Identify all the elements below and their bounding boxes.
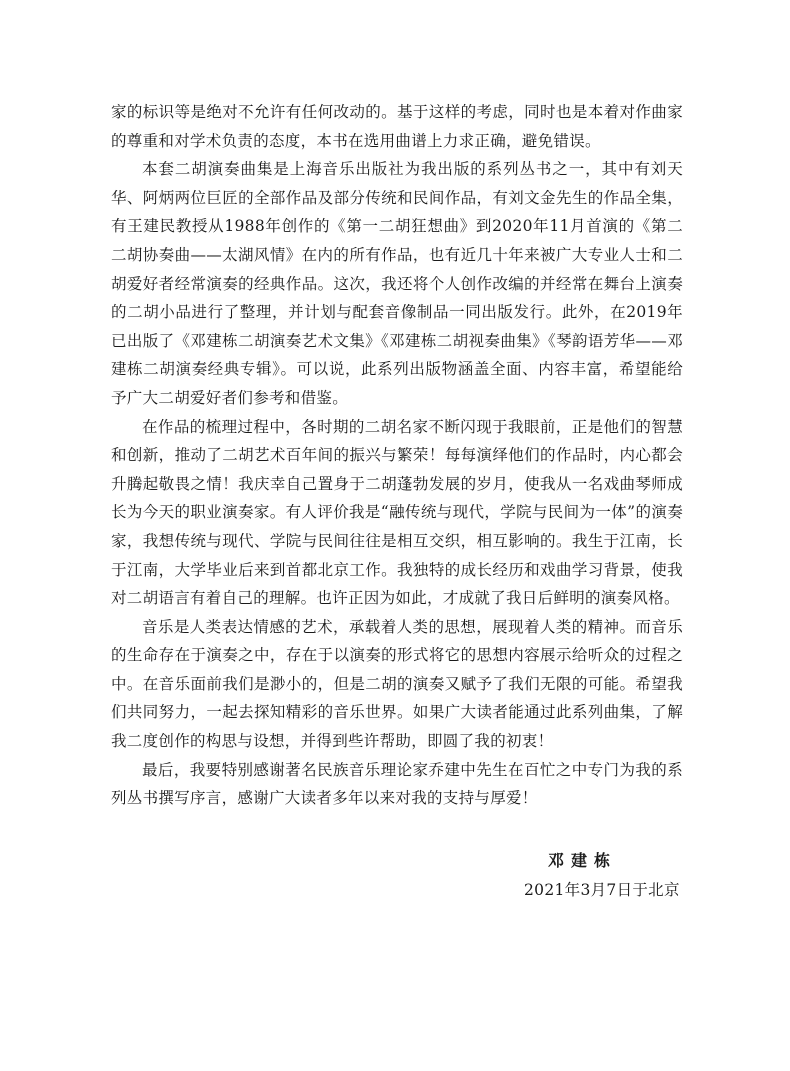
paragraph-continuation: 家的标识等是绝对不允许有任何改动的。基于这样的考虑，同时也是本着对作曲家的尊重和对学术负责的态度，本书在选用曲谱上力求正确，避免错误。	[111, 103, 683, 150]
paragraph-series-intro: 本套二胡演奏曲集是上海音乐出版社为我出版的系列丛书之一，其中有刘天华、阿炳两位巨匠的全部作品及部分传统和民间作品，有刘文金先生的作品全集，有王建民教授从1988年创作的《第一二胡狂想曲》到2020年11月首演的《第二二胡协奏曲——太湖风情》在内的所有作品，也有近几十年来被广大专业人士和二胡爱好者经常演奏的经典作品。这次，我还将个人创作改编的并经常在舞台上演奏的二胡小品进行了整理，并计划与配套音像制品一同出版发行。此外，在2019年已出版了《邓建栋二胡演奏艺术文集》《邓建栋二胡视奏曲集》《琴韵语芳华——邓建栋二胡演奏经典专辑》。可以说，此系列出版物涵盖全面、内容丰富，希望能给予广大二胡爱好者们参考和借鉴。	[111, 160, 683, 407]
paragraph-music-meaning: 音乐是人类表达情感的艺术，承载着人类的思想，展现着人类的精神。而音乐的生命存在于演奏之中，存在于以演奏的形式将它的思想内容展示给听众的过程之中。在音乐面前我们是渺小的，但是二胡的演奏又赋予了我们无限的可能。希望我们共同努力，一起去探知精彩的音乐世界。如果广大读者能通过此系列曲集，了解我二度创作的构思与设想，并得到些许帮助，即圆了我的初衷！	[111, 617, 683, 751]
paragraph-acknowledgement: 最后，我要特别感谢著名民族音乐理论家乔建中先生在百忙之中专门为我的系列丛书撰写序言，感谢广大读者多年以来对我的支持与厚爱！	[111, 760, 683, 808]
signature-date: 2021年3月7日于北京	[524, 881, 680, 899]
paragraph-reflection: 在作品的梳理过程中，各时期的二胡名家不断闪现于我眼前，正是他们的智慧和创新，推动了二胡艺术百年间的振兴与繁荣！每每演绎他们的作品时，内心都会升腾起敬畏之情！我庆幸自己置身于二胡蓬勃发展的岁月，使我从一名戏曲琴师成长为今天的职业演奏家。有人评价我是“融传统与现代，学院与民间为一体”的演奏家，我想传统与现代、学院与民间往往是相互交织，相互影响的。我生于江南，长于江南，大学毕业后来到首都北京工作。我独特的成长经历和戏曲学习背景，使我对二胡语言有着自己的理解。也许正因为如此，才成就了我日后鲜明的演奏风格。	[111, 417, 683, 608]
author-signature: 邓建栋	[548, 851, 618, 870]
document-body	[111, 98, 683, 813]
